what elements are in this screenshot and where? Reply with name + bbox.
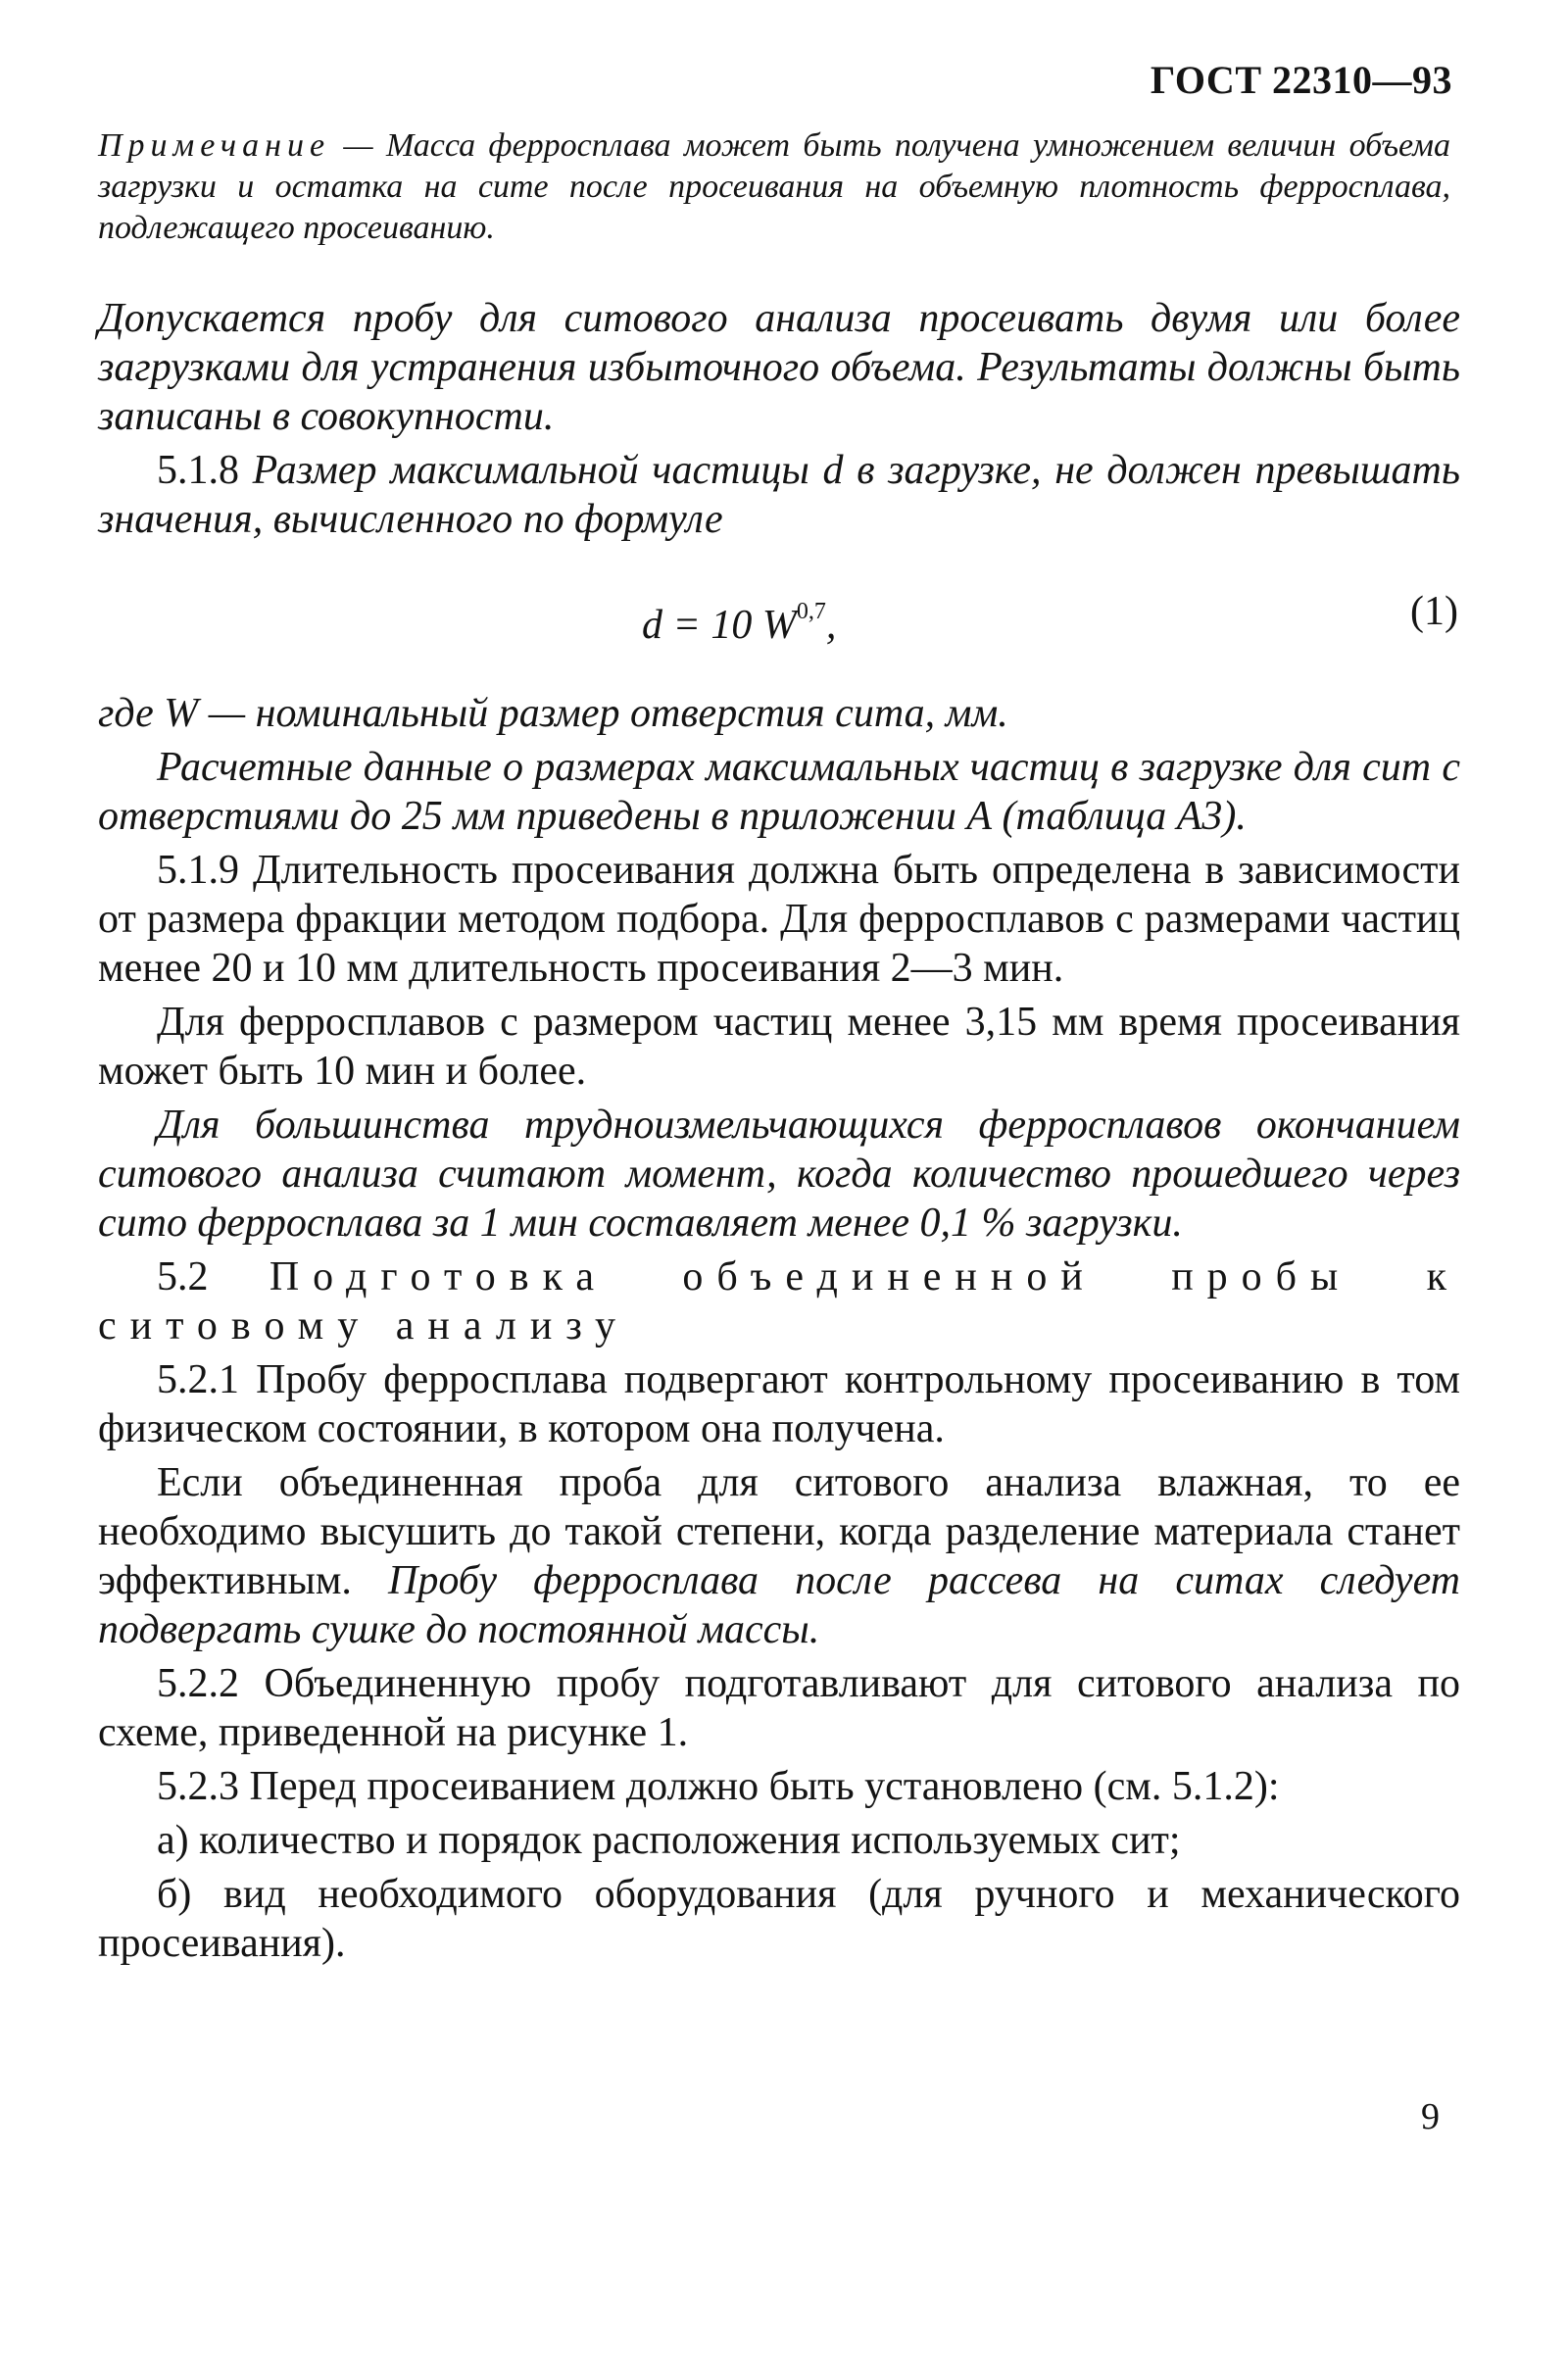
clause-number: 5.1.8	[157, 448, 239, 493]
paragraph: Для большинства трудноизмельчающихся ферросплавов окончанием ситового анализа считают момент, когда количество прошедшего через сито ферросплава за 1 мин составляет менее 0,1 % загрузки.	[98, 1103, 1460, 1246]
list-item-a: а) количество и порядок расположения используемых сит;	[157, 1818, 1181, 1863]
note-lead: Примечание	[98, 127, 331, 164]
paragraph	[98, 1458, 1460, 1654]
formula-base: d = 10 W	[642, 603, 797, 648]
section-5-2-heading	[98, 1252, 1460, 1350]
standard-code: ГОСТ 22310—93	[1150, 58, 1452, 102]
note-text: Масса ферросплава может быть получена умножением величин объема загрузки и остатка на сите после просеивания на объемную плотность ферросплава, подлежащего просеиванию.	[98, 127, 1450, 246]
clause-5-1-8	[98, 446, 1460, 544]
formula-exponent: 0,7	[796, 599, 826, 624]
clause-5-2-3: 5.2.3 Перед просеиванием должно быть установлено (см. 5.1.2):	[157, 1764, 1280, 1809]
section-title: Подготовка объединенной пробы к ситовому анализу	[98, 1254, 1461, 1349]
note-block	[98, 125, 1450, 249]
paragraph: Допускается пробу для ситового анализа просеивать двумя или более загрузками для устранения избыточного объема. Результаты должны быть записаны в совокупности.	[98, 296, 1460, 439]
paragraph: Расчетные данные о размерах максимальных частиц в загрузке для сит с отверстиями до 25 мм приведены в приложении А (таблица А3).	[98, 745, 1460, 839]
main-text	[98, 294, 1460, 1973]
paragraph-part: Если объединенная проба для ситового анализа влажная, то ее необходимо высушить до такой степени, когда разделение материала станет эффективным.	[98, 1460, 1460, 1603]
formula-row	[98, 577, 1460, 648]
equation-number: (1)	[1410, 589, 1458, 634]
formula	[642, 587, 836, 650]
paragraph: где W — номинальный размер отверстия сита, мм.	[98, 691, 1008, 736]
list-item-b: б) вид необходимого оборудования (для ручного и механического просеивания).	[98, 1872, 1460, 1966]
paragraph-part-italic: Пробу ферросплава после рассева на ситах следует подвергать сушке до постоянной массы.	[98, 1558, 1460, 1652]
clause-5-2-1: 5.2.1 Пробу ферросплава подвергают контрольному просеиванию в том физическом состоянии, в котором она получена.	[98, 1357, 1460, 1451]
page-number: 9	[1421, 2096, 1440, 2137]
clause-5-2-2: 5.2.2 Объединенную пробу подготавливают для ситового анализа по схеме, приведенной на рисунке 1.	[98, 1661, 1460, 1755]
note-dash: —	[330, 127, 386, 164]
formula-tail: ,	[825, 603, 837, 648]
section-number: 5.2	[157, 1254, 209, 1300]
clause-text: Размер максимальной частицы d в загрузке, не должен превышать значения, вычисленного по формуле	[98, 448, 1460, 542]
paragraph: Для ферросплавов с размером частиц менее 3,15 мм время просеивания может быть 10 мин и более.	[98, 1000, 1460, 1094]
clause-5-1-9: 5.1.9 Длительность просеивания должна быть определена в зависимости от размера фракции методом подбора. Для ферросплавов с размерами частиц менее 20 и 10 мм длительность просеивания 2—3 мин.	[98, 848, 1460, 991]
